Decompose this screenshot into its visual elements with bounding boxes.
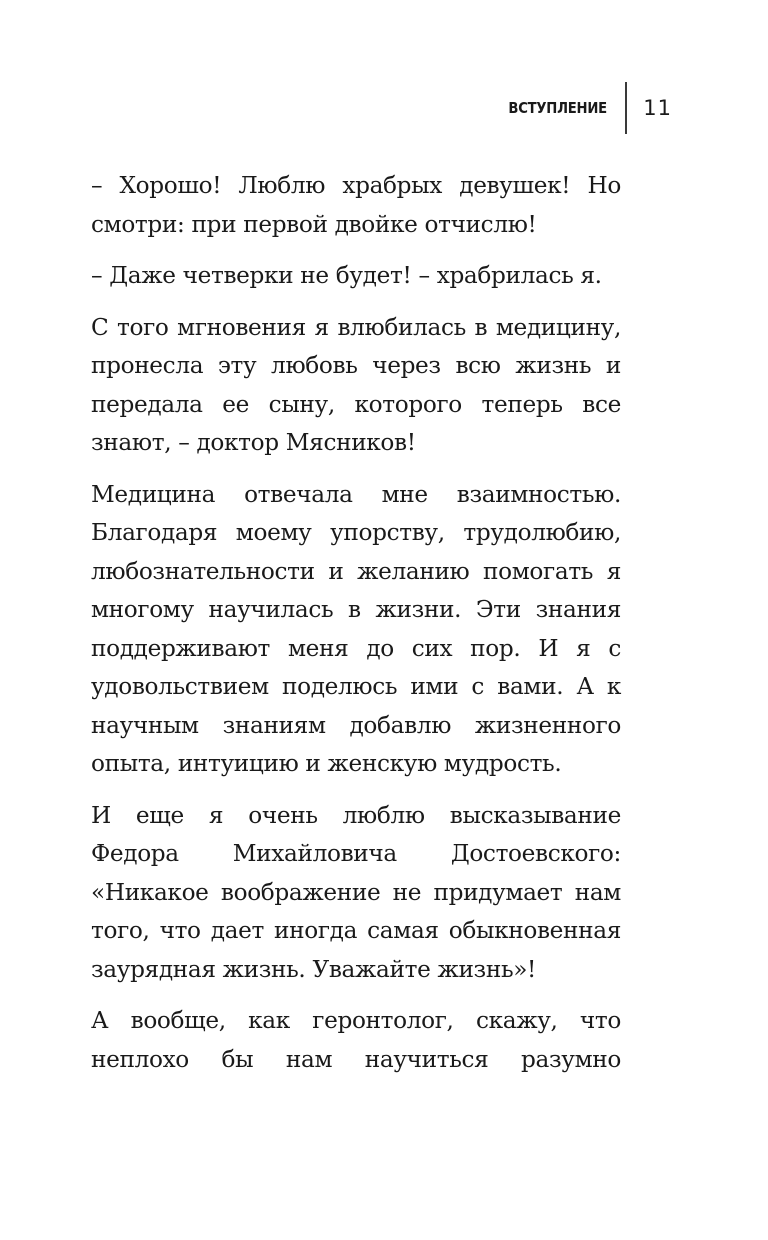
- section-title: ВСТУПЛЕНИЕ: [508, 99, 608, 117]
- paragraph: А вообще, как геронтолог, скажу, что неплохо бы нам научиться разумно: [91, 1007, 621, 1073]
- paragraph: Медицина отвечала мне взаимностью. Благодаря моему упорству, трудолюбию, любознательности и желанию помогать я многому научилась в жизни. Эти знания поддерживают меня до сих пор. И я с удовольствием поделюсь ими с вами. А к научным знаниям добавлю жизненного опыта, интуицию и женскую мудрость.: [91, 480, 621, 777]
- paragraph: – Даже четверки не будет! – храбрилась я.: [91, 262, 602, 289]
- running-header: [495, 82, 672, 134]
- page-number: 11: [643, 96, 672, 120]
- paragraph: И еще я очень люблю высказывание Федора Михайловича Достоевского: «Никакое воображение не придумает нам того, что дает иногда самая обыкновенная заурядная жизнь. Уважайте жизнь»!: [91, 801, 621, 983]
- header-divider: [625, 82, 627, 134]
- body-text: [91, 167, 621, 1092]
- paragraph: С того мгновения я влюбилась в медицину, пронесла эту любовь через всю жизнь и передала ее сыну, которого теперь все знают, – доктор Мясников!: [91, 313, 621, 456]
- paragraph: – Хорошо! Люблю храбрых девушек! Но смотри: при первой двойке отчислю!: [91, 172, 621, 238]
